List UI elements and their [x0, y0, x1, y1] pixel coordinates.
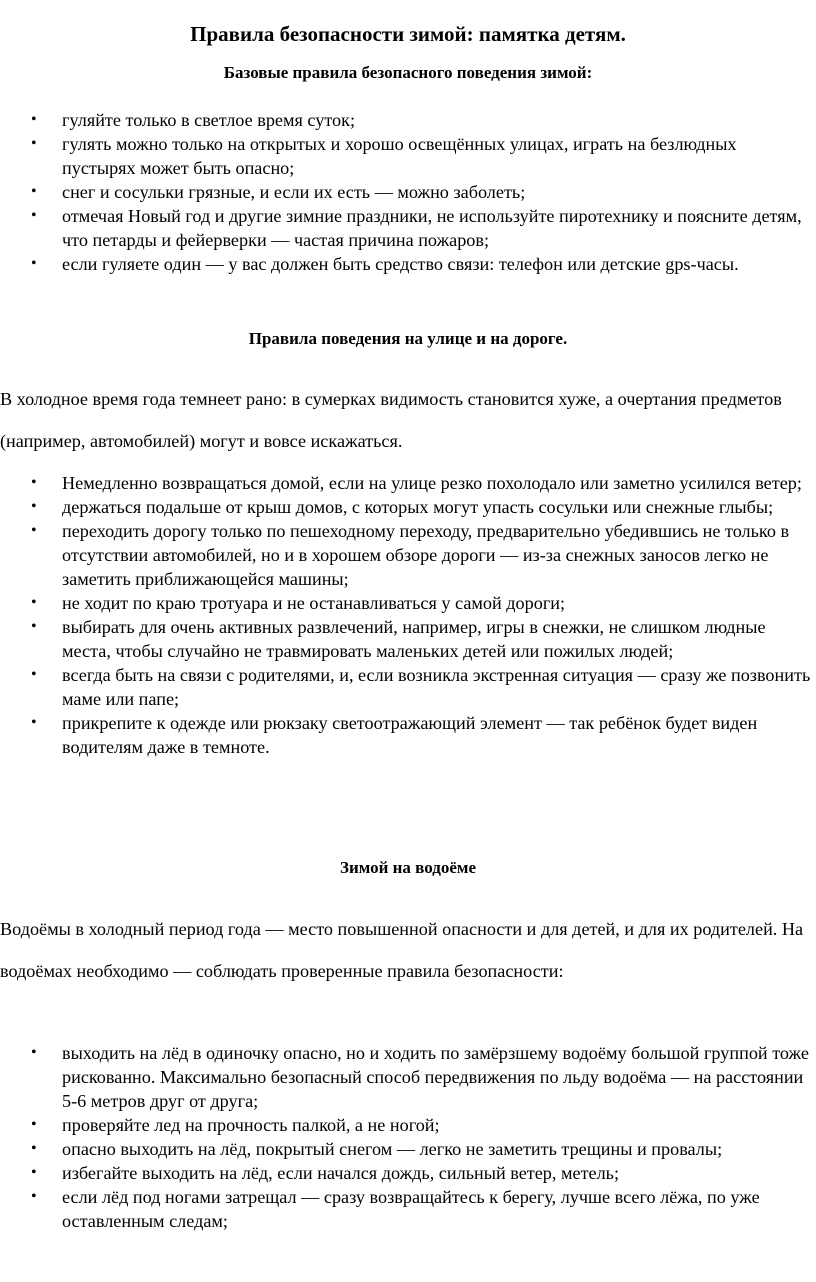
- list-item: • отмечая Новый год и другие зимние праздники, не используйте пиротехнику и поясните детям, что петарды и фейерверки — частая причина пожаров;: [0, 204, 816, 252]
- list-item: • выходить на лёд в одиночку опасно, но и ходить по замёрзшему водоёму большой группой тоже рискованно. Максимально безопасный способ передвижения по льду водоёма — на расстоянии 5-6 метров друг от друга;: [0, 1041, 816, 1113]
- list-item: • держаться подальше от крыш домов, с которых могут упасть сосульки или снежные глыбы;: [0, 495, 816, 519]
- water-rules-intro-paragraph: Водоёмы в холодный период года — место повышенной опасности и для детей, и для их родителей. На водоёмах необходимо — соблюдать проверенные правила безопасности:: [0, 919, 804, 981]
- list-item: • снег и сосульки грязные, и если их есть — можно заболеть;: [0, 180, 816, 204]
- list-item: • если лёд под ногами затрещал — сразу возвращайтесь к берегу, лучше всего лёжа, по уже оставленным следам;: [0, 1185, 816, 1233]
- list-item: • прикрепите к одежде или рюкзаку светоотражающий элемент — так ребёнок будет виден водителям даже в темноте.: [0, 711, 816, 759]
- list-item: • Немедленно возвращаться домой, если на улице резко похолодало или заметно усилился ветер;: [0, 471, 816, 495]
- list-item: • не ходит по краю тротуара и не останавливаться у самой дороги;: [0, 591, 816, 615]
- section-heading-basic-rules: Базовые правила безопасного поведения зимой:: [223, 63, 593, 82]
- list-item: • выбирать для очень активных развлечений, например, игры в снежки, не слишком людные места, чтобы случайно не травмировать маленьких детей или пожилых людей;: [0, 615, 816, 663]
- street-rules-list: [0, 471, 816, 759]
- section-heading-water-rules: Зимой на водоёме: [339, 858, 477, 877]
- street-rules-intro-paragraph: В холодное время года темнеет рано: в сумерках видимость становится хуже, а очертания предметов (например, автомобилей) могут и вовсе искажаться.: [0, 389, 782, 451]
- list-item: • всегда быть на связи с родителями, и, если возникла экстренная ситуация — сразу же позвонить маме или папе;: [0, 663, 816, 711]
- water-rules-list: [0, 1041, 816, 1233]
- list-item: • проверяйте лед на прочность палкой, а не ногой;: [0, 1113, 816, 1137]
- list-item: • переходить дорогу только по пешеходному переходу, предварительно убедившись не только в отсутствии автомобилей, но и в хорошем обзоре дороги — из-за снежных заносов легко не заметить приближающейся машины;: [0, 519, 816, 591]
- basic-rules-list: [0, 108, 816, 276]
- list-item: • избегайте выходить на лёд, если начался дождь, сильный ветер, метель;: [0, 1161, 816, 1185]
- list-item: • опасно выходить на лёд, покрытый снегом — легко не заметить трещины и провалы;: [0, 1137, 816, 1161]
- list-item: • гулять можно только на открытых и хорошо освещённых улицах, играть на безлюдных пустырях может быть опасно;: [0, 132, 816, 180]
- list-item: • если гуляете один — у вас должен быть средство связи: телефон или детские gps-часы.: [0, 252, 816, 276]
- document-title: Правила безопасности зимой: памятка детям.: [190, 22, 626, 46]
- list-item: • гуляйте только в светлое время суток;: [0, 108, 816, 132]
- section-heading-street-rules: Правила поведения на улице и на дороге.: [248, 329, 568, 348]
